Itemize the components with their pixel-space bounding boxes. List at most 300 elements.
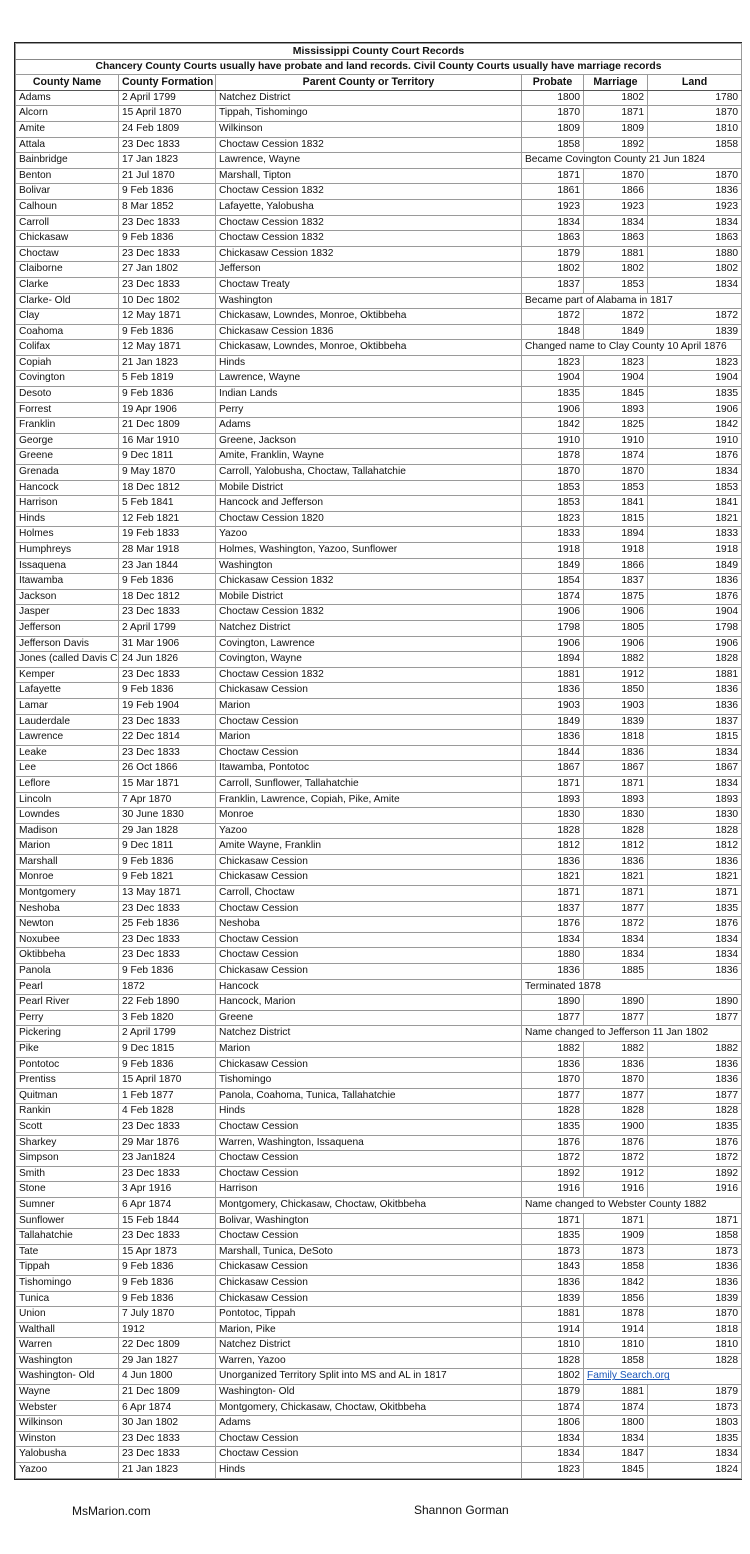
cell-parent: Marshall, Tipton [216, 168, 522, 184]
table-row [16, 823, 742, 839]
cell-marriage: 1877 [584, 1010, 648, 1026]
cell-county-name: Itawamba [16, 574, 119, 590]
cell-land: 1906 [648, 402, 742, 418]
cell-county-formation: 28 Mar 1918 [119, 543, 216, 559]
cell-parent: Choctaw Cession [216, 1151, 522, 1167]
cell-probate: 1870 [522, 106, 584, 122]
cell-land: 1918 [648, 543, 742, 559]
cell-land: 1837 [648, 714, 742, 730]
cell-parent: Hinds [216, 1463, 522, 1479]
cell-county-name: Yalobusha [16, 1447, 119, 1463]
cell-county-name: Copiah [16, 355, 119, 371]
cell-county-formation: 23 Dec 1833 [119, 137, 216, 153]
cell-parent: Chickasaw, Lowndes, Monroe, Oktibbeha [216, 340, 522, 356]
table-row [16, 730, 742, 746]
cell-parent: Chickasaw Cession 1832 [216, 574, 522, 590]
cell-county-formation: 15 Feb 1844 [119, 1213, 216, 1229]
cell-county-name: Benton [16, 168, 119, 184]
cell-county-name: Lincoln [16, 792, 119, 808]
cell-probate: 1823 [522, 355, 584, 371]
cell-parent: Choctaw Cession 1832 [216, 215, 522, 231]
cell-county-name: Bainbridge [16, 153, 119, 169]
cell-probate: 1916 [522, 1182, 584, 1198]
cell-parent: Covington, Lawrence [216, 636, 522, 652]
cell-land: 1824 [648, 1463, 742, 1479]
cell-marriage: 1815 [584, 511, 648, 527]
cell-county-name: Tishomingo [16, 1275, 119, 1291]
cell-probate: 1834 [522, 1447, 584, 1463]
cell-probate: 1880 [522, 948, 584, 964]
cell-parent: Choctaw Cession [216, 1447, 522, 1463]
table-row [16, 543, 742, 559]
cell-county-formation: 1872 [119, 979, 216, 995]
table-row [16, 652, 742, 668]
cell-parent: Itawamba, Pontotoc [216, 761, 522, 777]
cell-land: 1879 [648, 1385, 742, 1401]
table-row [16, 184, 742, 200]
cell-county-formation: 6 Apr 1874 [119, 1197, 216, 1213]
cell-county-name: Attala [16, 137, 119, 153]
cell-marriage: 1863 [584, 231, 648, 247]
cell-marriage: 1870 [584, 1073, 648, 1089]
cell-county-formation: 5 Feb 1819 [119, 371, 216, 387]
table-row [16, 262, 742, 278]
cell-county-formation: 4 Feb 1828 [119, 1104, 216, 1120]
cell-county-name: Greene [16, 449, 119, 465]
cell-parent: Adams [216, 1416, 522, 1432]
cell-probate: 1879 [522, 246, 584, 262]
table-row [16, 1369, 742, 1385]
cell-probate: 1802 [522, 1369, 584, 1385]
table-row [16, 1338, 742, 1354]
table-row [16, 402, 742, 418]
cell-land: 1833 [648, 527, 742, 543]
table-row [16, 1447, 742, 1463]
cell-land: 1904 [648, 371, 742, 387]
cell-parent: Choctaw Cession [216, 745, 522, 761]
cell-parent: Neshoba [216, 917, 522, 933]
cell-parent: Marion [216, 698, 522, 714]
cell-county-formation: 9 May 1870 [119, 465, 216, 481]
cell-parent: Carroll, Choctaw [216, 886, 522, 902]
table-row [16, 1416, 742, 1432]
cell-county-formation: 9 Feb 1836 [119, 231, 216, 247]
cell-land: 1853 [648, 480, 742, 496]
cell-county-formation: 26 Oct 1866 [119, 761, 216, 777]
table-row [16, 1244, 742, 1260]
cell-parent: Choctaw Cession [216, 948, 522, 964]
cell-county-name: Sumner [16, 1197, 119, 1213]
table-row [16, 1166, 742, 1182]
cell-county-formation: 9 Feb 1836 [119, 683, 216, 699]
cell-land: 1835 [648, 901, 742, 917]
cell-land: 1834 [648, 277, 742, 293]
cell-marriage: 1834 [584, 215, 648, 231]
cell-parent: Lafayette, Yalobusha [216, 199, 522, 215]
cell-county-formation: 23 Dec 1833 [119, 948, 216, 964]
cell-parent: Choctaw Cession [216, 714, 522, 730]
cell-county-formation: 1 Feb 1877 [119, 1088, 216, 1104]
table-row [16, 667, 742, 683]
cell-probate: 1871 [522, 1213, 584, 1229]
table-row [16, 1104, 742, 1120]
table-row [16, 979, 742, 995]
cell-parent: Hinds [216, 1104, 522, 1120]
cell-parent: Adams [216, 418, 522, 434]
cell-county-formation: 19 Apr 1906 [119, 402, 216, 418]
cell-county-formation: 23 Dec 1833 [119, 1431, 216, 1447]
cell-marriage: 1818 [584, 730, 648, 746]
cell-parent: Tishomingo [216, 1073, 522, 1089]
cell-land: 1835 [648, 1431, 742, 1447]
cell-county-name: Clarke- Old [16, 293, 119, 309]
cell-parent: Chickasaw Cession [216, 683, 522, 699]
cell-parent: Mobile District [216, 480, 522, 496]
cell-land: 1836 [648, 698, 742, 714]
cell-probate: 1858 [522, 137, 584, 153]
cell-parent: Holmes, Washington, Yazoo, Sunflower [216, 543, 522, 559]
cell-probate: 1834 [522, 215, 584, 231]
cell-probate: 1906 [522, 402, 584, 418]
cell-marriage: 1810 [584, 1338, 648, 1354]
cell-parent: Panola, Coahoma, Tunica, Tallahatchie [216, 1088, 522, 1104]
cell-marriage: 1830 [584, 808, 648, 824]
cell-probate: 1906 [522, 636, 584, 652]
cell-county-name: Marshall [16, 854, 119, 870]
cell-parent: Choctaw Cession 1832 [216, 184, 522, 200]
cell-parent: Chickasaw Cession [216, 1260, 522, 1276]
cell-probate: 1836 [522, 854, 584, 870]
cell-marriage: 1893 [584, 792, 648, 808]
table-row [16, 558, 742, 574]
cell-marriage: 1839 [584, 714, 648, 730]
cell-probate: 1810 [522, 1338, 584, 1354]
cell-probate: 1874 [522, 589, 584, 605]
cell-marriage: 1828 [584, 823, 648, 839]
cell-county-formation: 23 Dec 1833 [119, 1447, 216, 1463]
cell-probate: 1863 [522, 231, 584, 247]
cell-county-name: Marion [16, 839, 119, 855]
cell-county-name: Warren [16, 1338, 119, 1354]
cell-parent: Lawrence, Wayne [216, 153, 522, 169]
col-header-county-formation: County Formation [119, 75, 216, 91]
table-row [16, 324, 742, 340]
cell-parent: Harrison [216, 1182, 522, 1198]
cell-county-name: Winston [16, 1431, 119, 1447]
county-records-table [15, 43, 742, 1479]
cell-county-name: Lauderdale [16, 714, 119, 730]
table-row [16, 371, 742, 387]
cell-land: 1876 [648, 917, 742, 933]
col-header-probate: Probate [522, 75, 584, 91]
cell-land: 1835 [648, 387, 742, 403]
table-row [16, 1463, 742, 1479]
cell-parent: Marion, Pike [216, 1322, 522, 1338]
table-row [16, 1088, 742, 1104]
cell-county-name: Amite [16, 121, 119, 137]
cell-land: 1836 [648, 964, 742, 980]
table-row [16, 309, 742, 325]
cell-marriage: 1914 [584, 1322, 648, 1338]
cell-probate: 1849 [522, 558, 584, 574]
table-row [16, 574, 742, 590]
cell-county-name: Pike [16, 1042, 119, 1058]
cell-county-name: Tippah [16, 1260, 119, 1276]
cell-county-formation: 13 May 1871 [119, 886, 216, 902]
cell-land: 1876 [648, 1135, 742, 1151]
cell-marriage: 1866 [584, 184, 648, 200]
cell-county-name: Noxubee [16, 932, 119, 948]
cell-land: 1873 [648, 1400, 742, 1416]
table-row [16, 1135, 742, 1151]
cell-county-formation: 8 Mar 1852 [119, 199, 216, 215]
cell-land: 1828 [648, 823, 742, 839]
cell-marriage: 1836 [584, 854, 648, 870]
table-row [16, 948, 742, 964]
cell-land: 1834 [648, 1447, 742, 1463]
cell-parent: Unorganized Territory Split into MS and AL in 1817 [216, 1369, 522, 1385]
table-row [16, 1431, 742, 1447]
cell-county-formation: 19 Feb 1833 [119, 527, 216, 543]
cell-county-formation: 21 Dec 1809 [119, 418, 216, 434]
cell-land: 1834 [648, 745, 742, 761]
cell-probate: 1878 [522, 449, 584, 465]
cell-land: 1836 [648, 1057, 742, 1073]
cell-probate: 1834 [522, 932, 584, 948]
cell-county-name: Walthall [16, 1322, 119, 1338]
cell-county-name: Colifax [16, 340, 119, 356]
table-row [16, 839, 742, 855]
table-body [16, 90, 742, 1478]
cell-probate: 1890 [522, 995, 584, 1011]
cell-county-formation: 24 Jun 1826 [119, 652, 216, 668]
cell-note: Became part of Alabama in 1817 [522, 293, 742, 309]
cell-county-formation: 23 Dec 1833 [119, 901, 216, 917]
table-row [16, 106, 742, 122]
cell-marriage: 1882 [584, 1042, 648, 1058]
cell-county-formation: 3 Feb 1820 [119, 1010, 216, 1026]
cell-probate: 1874 [522, 1400, 584, 1416]
cell-county-name: Leflore [16, 776, 119, 792]
table-row [16, 1119, 742, 1135]
cell-land: 1910 [648, 433, 742, 449]
cell-probate: 1849 [522, 714, 584, 730]
cell-probate: 1923 [522, 199, 584, 215]
cell-marriage: 1802 [584, 90, 648, 106]
table-row [16, 1229, 742, 1245]
cell-land: 1812 [648, 839, 742, 855]
cell-parent: Choctaw Cession [216, 1229, 522, 1245]
cell-parent: Yazoo [216, 823, 522, 839]
cell-land: 1834 [648, 932, 742, 948]
cell-land: 1904 [648, 605, 742, 621]
table-row [16, 121, 742, 137]
table-row [16, 449, 742, 465]
cell-county-name: Tunica [16, 1291, 119, 1307]
cell-land: 1916 [648, 1182, 742, 1198]
table-row [16, 917, 742, 933]
cell-land: 1873 [648, 1244, 742, 1260]
table-row [16, 277, 742, 293]
cell-note: Name changed to Jefferson 11 Jan 1802 [522, 1026, 742, 1042]
cell-county-formation: 4 Jun 1800 [119, 1369, 216, 1385]
cell-marriage: 1890 [584, 995, 648, 1011]
cell-county-name: Sunflower [16, 1213, 119, 1229]
cell-probate: 1870 [522, 1073, 584, 1089]
cell-marriage: 1892 [584, 137, 648, 153]
cell-parent: Chickasaw Cession 1836 [216, 324, 522, 340]
cell-probate: 1836 [522, 1275, 584, 1291]
cell-marriage: 1858 [584, 1260, 648, 1276]
cell-probate: 1867 [522, 761, 584, 777]
cell-probate: 1843 [522, 1260, 584, 1276]
cell-county-name: Newton [16, 917, 119, 933]
cell-marriage: 1909 [584, 1229, 648, 1245]
cell-county-formation: 18 Dec 1812 [119, 589, 216, 605]
cell-county-formation: 17 Jan 1823 [119, 153, 216, 169]
cell-county-name: Humphreys [16, 543, 119, 559]
table-row [16, 1042, 742, 1058]
cell-land: 1810 [648, 121, 742, 137]
cell-parent: Warren, Washington, Issaquena [216, 1135, 522, 1151]
cell-probate: 1903 [522, 698, 584, 714]
cell-county-name: Claiborne [16, 262, 119, 278]
cell-marriage: 1912 [584, 667, 648, 683]
cell-marriage: 1834 [584, 932, 648, 948]
cell-land: 1835 [648, 1119, 742, 1135]
table-row [16, 1322, 742, 1338]
cell-county-name: Prentiss [16, 1073, 119, 1089]
county-records-sheet [14, 42, 742, 1480]
cell-county-name: Webster [16, 1400, 119, 1416]
cell-parent: Hancock, Marion [216, 995, 522, 1011]
cell-county-formation: 23 Dec 1833 [119, 605, 216, 621]
cell-county-formation: 29 Jan 1828 [119, 823, 216, 839]
cell-county-formation: 5 Feb 1841 [119, 496, 216, 512]
cell-county-formation: 30 June 1830 [119, 808, 216, 824]
table-row [16, 1010, 742, 1026]
table-row [16, 215, 742, 231]
cell-probate: 1800 [522, 90, 584, 106]
cell-probate: 1833 [522, 527, 584, 543]
cell-land: 1923 [648, 199, 742, 215]
cell-land: 1867 [648, 761, 742, 777]
cell-county-name: Panola [16, 964, 119, 980]
cell-county-name: Montgomery [16, 886, 119, 902]
cell-marriage: 1873 [584, 1244, 648, 1260]
cell-land: 1880 [648, 246, 742, 262]
cell-county-formation: 23 Jan 1844 [119, 558, 216, 574]
table-row [16, 480, 742, 496]
cell-land: 1858 [648, 137, 742, 153]
cell-probate: 1918 [522, 543, 584, 559]
cell-parent: Chickasaw Cession [216, 1275, 522, 1291]
cell-land: 1871 [648, 886, 742, 902]
cell-marriage: 1842 [584, 1275, 648, 1291]
cell-county-name: Carroll [16, 215, 119, 231]
table-row [16, 636, 742, 652]
cell-land: 1821 [648, 511, 742, 527]
cell-parent: Choctaw Cession [216, 932, 522, 948]
table-row [16, 90, 742, 106]
table-row [16, 387, 742, 403]
cell-parent: Choctaw Cession 1832 [216, 231, 522, 247]
cell-land: 1872 [648, 1151, 742, 1167]
cell-probate: 1842 [522, 418, 584, 434]
cell-land: 1881 [648, 667, 742, 683]
table-row [16, 886, 742, 902]
cell-marriage: 1847 [584, 1447, 648, 1463]
cell-land: 1863 [648, 231, 742, 247]
cell-marriage: 1872 [584, 1151, 648, 1167]
cell-county-formation: 21 Jul 1870 [119, 168, 216, 184]
cell-parent: Greene, Jackson [216, 433, 522, 449]
cell-county-formation: 9 Feb 1836 [119, 964, 216, 980]
table-row [16, 776, 742, 792]
cell-county-formation: 15 Apr 1873 [119, 1244, 216, 1260]
cell-county-name: Oktibbeha [16, 948, 119, 964]
cell-county-formation: 29 Jan 1827 [119, 1353, 216, 1369]
cell-county-name: Pickering [16, 1026, 119, 1042]
col-header-land: Land [648, 75, 742, 91]
cell-marriage: 1836 [584, 1057, 648, 1073]
cell-parent: Choctaw Treaty [216, 277, 522, 293]
cell-county-name: Lamar [16, 698, 119, 714]
cell-land: 1828 [648, 1353, 742, 1369]
cell-land: 1798 [648, 620, 742, 636]
cell-probate: 1877 [522, 1088, 584, 1104]
col-header-marriage: Marriage [584, 75, 648, 91]
cell-land: 1876 [648, 449, 742, 465]
cell-county-formation: 9 Dec 1811 [119, 839, 216, 855]
cell-parent: Choctaw Cession 1832 [216, 137, 522, 153]
cell-probate: 1892 [522, 1166, 584, 1182]
cell-county-name: Monroe [16, 870, 119, 886]
cell-probate: 1882 [522, 1042, 584, 1058]
cell-land: 1836 [648, 683, 742, 699]
cell-county-name: Madison [16, 823, 119, 839]
cell-county-name: Stone [16, 1182, 119, 1198]
cell-marriage: 1874 [584, 449, 648, 465]
cell-county-formation: 9 Dec 1815 [119, 1042, 216, 1058]
cell-probate: 1837 [522, 277, 584, 293]
cell-county-name: Pearl [16, 979, 119, 995]
cell-county-formation: 9 Feb 1836 [119, 574, 216, 590]
cell-marriage: 1871 [584, 1213, 648, 1229]
cell-county-formation: 22 Feb 1890 [119, 995, 216, 1011]
familysearch-link[interactable]: Family Search.org [587, 1370, 670, 1382]
cell-parent: Monroe [216, 808, 522, 824]
cell-probate: 1802 [522, 262, 584, 278]
cell-marriage: 1900 [584, 1119, 648, 1135]
cell-probate: 1893 [522, 792, 584, 808]
cell-land: 1836 [648, 184, 742, 200]
table-row [16, 1260, 742, 1276]
cell-county-name: Choctaw [16, 246, 119, 262]
cell-county-name: Washington [16, 1353, 119, 1369]
cell-county-name: Neshoba [16, 901, 119, 917]
cell-marriage: 1836 [584, 745, 648, 761]
cell-county-formation: 23 Dec 1833 [119, 215, 216, 231]
table-row [16, 1197, 742, 1213]
table-row [16, 870, 742, 886]
cell-county-name: Adams [16, 90, 119, 106]
cell-county-name: Lafayette [16, 683, 119, 699]
cell-county-formation: 24 Feb 1809 [119, 121, 216, 137]
cell-probate: 1830 [522, 808, 584, 824]
table-row [16, 995, 742, 1011]
cell-parent: Choctaw Cession [216, 1119, 522, 1135]
